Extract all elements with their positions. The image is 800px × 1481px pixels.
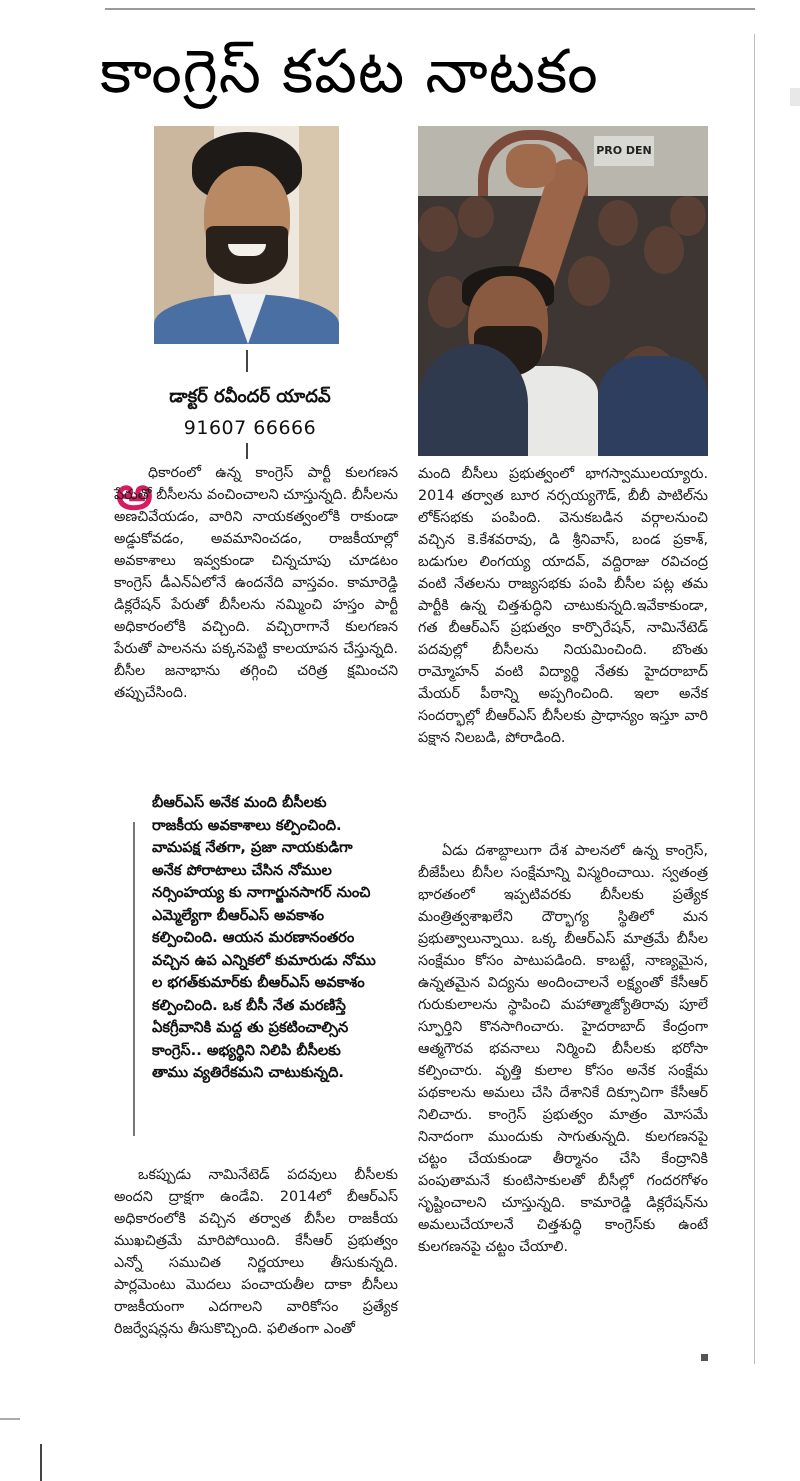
column-rule — [754, 34, 755, 1364]
intro-paragraph: ధికారంలో ఉన్న కాంగ్రెస్ పార్టీ కులగణన పేరుతో బీసీలను వంచించాలని చూస్తున్నది. బీసీలను అణచివేయడం, వారిని నాయకత్వంలోకి రాకుండా అడ్డుకోవడం, అవమానించడం, రాజకీయాల్లో అవకాశాలు ఇవ్వకుండా చిన్నచూపు చూడటం కాంగ్రెస్ డీఎన్ఏలోనే ఉందనేది వాస్తవం. కామారెడ్డి డిక్లరేషన్ పేరుతో బీసీలను నమ్మించి హస్తం పార్టీ అధికారంలోకి వచ్చింది. వచ్చిరాగానే కులగణన పేరుతో పాలనను పక్కనపెట్టి కాలయాపన చేస్తున్నది. బీసీల జనాభాను తగ్గించి చరిత్ర క్షమించని తప్పుచేసింది. — [114, 465, 398, 701]
article-left-lower — [114, 1164, 398, 1340]
pull-quote-bar — [133, 822, 135, 1136]
headline: కాంగ్రెస్ కపట నాటకం — [100, 37, 599, 107]
margin-dash — [0, 1418, 20, 1420]
adjacent-column-edge — [790, 88, 800, 106]
margin-mark — [40, 1444, 42, 1481]
byline-tick-top — [246, 350, 248, 372]
end-of-article-mark — [701, 1354, 708, 1361]
protest-photo — [418, 126, 708, 456]
article-left-column — [114, 462, 398, 704]
right-upper-paragraph: మంది బీసీలు ప్రభుత్వంలో భాగస్వాములయ్యారు. 2014 తర్వాత బూర నర్సయ్యగౌడ్, బీబీ పాటిల్‌ను లోక్‌సభకు పంపింది. వెనుకబడిన వర్గాలనుంచి వచ్చిన కె.కేశవరావు, డి శ్రీనివాస్, బండ ప్రకాశ్, బడుగుల లింగయ్య యాదవ్, వద్దిరాజు రవిచంద్ర వంటి నేతలను రాజ్యసభకు పంపి బీసీల పట్ల తమ పార్టీకి ఉన్న చిత్తశుద్ధిని చాటుకున్నది.ఇవేకాకుండా, గత బీఆర్ఎస్ ప్రభుత్వం కార్పొరేషన్, నామినేటెడ్ పదవుల్లో బీసీలను నియమించింది. బొంతు రామ్మోహన్ వంటి విద్యార్థి నేతకు హైదరాబాద్ మేయర్ పీఠాన్ని అప్పగించింది. ఇలా అనేక సందర్భాల్లో బీఆర్ఎస్ బీసీలకు ప్రాధాన్యం ఇస్తూ వారి పక్షాన నిలబడి, పోరాడింది. — [418, 466, 708, 746]
right-lower-paragraph: ఏడు దశాబ్దాలుగా దేశ పాలనలో ఉన్న కాంగ్రెస్, బీజేపీలు బీసీల సంక్షేమాన్ని విస్మరించాయి. స్వతంత్ర భారతంలో ఇప్పటివరకు బీసీలకు ప్రత్యేక మంత్రిత్వశాఖలేని దౌర్భాగ్య స్థితిలో మన ప్రభుత్వాలున్నాయి. ఒక్క బీఆర్ఎస్ మాత్రమే బీసీల సంక్షేమం కోసం పాటుపడింది. కాబట్టే, నాణ్యమైన, ఉన్నతమైన విద్యను అందించాలనే లక్ష్యంతో కేసీఆర్ గురుకులాలను స్థాపించి మహాత్మాజ్యోతిరావు పూలే స్ఫూర్తిని కొనసాగించారు. హైదరాబాద్ కేంద్రంగా ఆత్మగౌరవ భవనాలు నిర్మించి బీసీలకు భరోసా కల్పించారు. వృత్తి కులాల కోసం అనేక సంక్షేమ పథకాలను అమలు చేసి దేశానికే దిక్సూచిగా కేసీఆర్ నిలిచారు. కాంగ్రెస్ ప్రభుత్వం మాత్రం మోసమే నినాదంగా ముందుకు సాగుతున్నది. కులగణనపై చట్టం చేయకుండా తీర్మానం చేసి కేంద్రానికి పంపుతామనే కుంటిసాకులతో బీసీల్లో గందరగోళం సృష్టించాలని చూస్తున్నది. కామారెడ్డి డిక్లరేషన్‌ను అమలుచేయాలనే చిత్తశుద్ధి కాంగ్రెస్‌కు ఉంటే కులగణనపై చట్టం చేయాలి. — [418, 843, 708, 1255]
pull-quote: బీఆర్ఎస్ అనేక మంది బీసీలకు రాజకీయ అవకాశాలు కల్పించింది. వామపక్ష నేతగా, ప్రజా నాయకుడిగా అనేక పోరాటాలు చేసిన నోముల నర్సింహయ్య కు నాగార్జునసాగర్ నుంచి ఎమ్మెల్యేగా బీఆర్ఎస్ అవకాశం కల్పించింది. ఆయన మరణానంతరం వచ్చిన ఉప ఎన్నికలో కుమారుడు నోము ల భగత్‌కుమార్‌కు బీఆర్ఎస్ అవకాశం కల్పించింది. ఒక బీసీ నేత మరణిస్తే ఏకగ్రీవానికి మద్ద తు ప్రకటించాల్సిన కాంగ్రెస్.. అభ్యర్థిని నిలిపి బీసీలకు తాము వ్యతిరేకమని చాటుకున్నది. — [152, 794, 376, 1081]
article-right-lower — [418, 840, 708, 1258]
byline-name: డాక్టర్ రవీందర్ యాదవ్ — [169, 386, 331, 407]
shop-sign: PRO DEN — [594, 136, 654, 166]
left-lower-paragraph: ఒకప్పుడు నామినేటెడ్ పదవులు బీసీలకు అందని ద్రాక్షగా ఉండేవి. 2014లో బీఆర్ఎస్ అధికారంలోకి వచ్చిన తర్వాత బీసీల రాజకీయ ముఖచిత్రమే మారిపోయింది. కేసీఆర్ ప్రభుత్వం ఎన్నో సముచిత నిర్ణయాలు తీసుకున్నది. పార్లమెంటు మొదలు పంచాయతీల దాకా బీసీలు రాజకీయంగా ఎదగాలని వారికోసం ప్రత్యేక రిజర్వేషన్లను తీసుకొచ్చింది. ఫలితంగా ఎంతో — [114, 1167, 398, 1337]
byline-tick-bottom — [246, 443, 248, 459]
drop-cap: అ — [116, 466, 153, 520]
byline-phone: 91607 66666 — [183, 417, 317, 439]
author-photo — [154, 126, 339, 344]
article-right-column — [418, 463, 708, 749]
top-rule — [105, 8, 755, 10]
